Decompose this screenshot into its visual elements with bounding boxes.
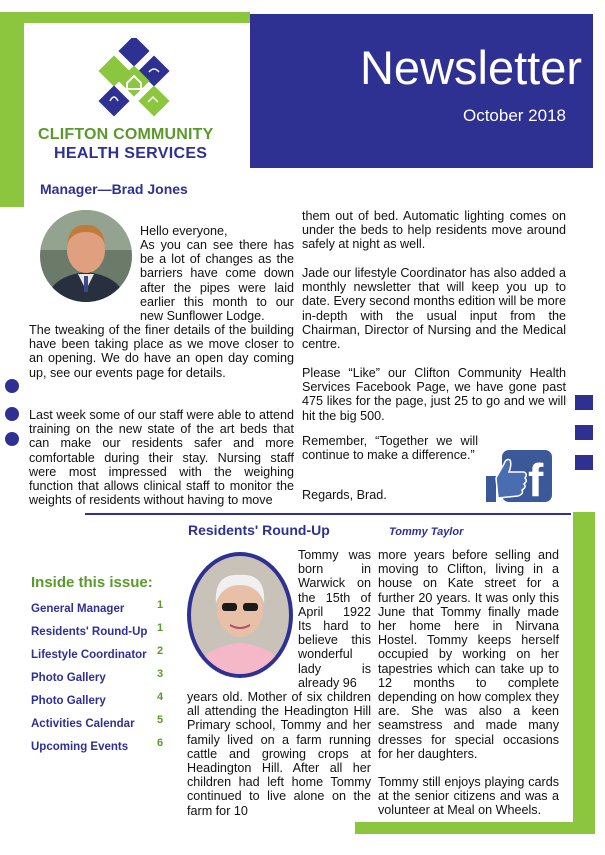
top-green-bar xyxy=(0,12,250,23)
diamond-logo-icon xyxy=(92,38,178,124)
manager-col2-p3: Please “Like” our Clifton Community Health Services Facebook Page, we have gone past 475 likes for the page, just 25 to go and we will hit the big 500. xyxy=(302,366,566,423)
residents-byline: Tommy Taylor xyxy=(389,526,464,538)
bullet-dot xyxy=(5,432,19,446)
toc-item-activities-calendar[interactable]: Activities Calendar 5 xyxy=(31,714,164,730)
bullet-dot xyxy=(5,407,19,421)
residents-heading: Residents' Round-Up xyxy=(188,522,330,538)
toc-item-upcoming-events[interactable]: Upcoming Events 6 xyxy=(31,737,164,753)
logo-line1: CLIFTON COMMUNITY xyxy=(38,126,214,143)
facebook-like-icon[interactable] xyxy=(484,450,554,504)
residents-col2-p1: more years before selling and moving to Clifton, living in a house on Kate street for a further 20 years. It was only this June that Tommy finally made her home here in Nirvana Hostel. Tommy keeps herself occupied by working on her tapestries which can take up to 12 months to complete depending on how complex they are. She was also a keen seamstress and made many dresses for special occasions for her daughters. xyxy=(378,548,559,761)
manager-col2-p2: Jade our lifestyle Coordinator has also added a monthly newsletter that will keep you up to date. Every second months edition will be more in-depth with the usual input from the Chairman, Director of Nursing and the Medical centre. xyxy=(302,266,566,352)
logo-line2: HEALTH SERVICES xyxy=(54,145,208,162)
toc-item-photo-gallery[interactable]: Photo Gallery 4 xyxy=(31,691,164,707)
toc-item-lifestyle-coordinator[interactable]: Lifestyle Coordinator 2 xyxy=(31,645,164,661)
manager-heading: Manager—Brad Jones xyxy=(40,181,188,197)
residents-col1-beside: Tommy was born in Warwick on the 15th of April 1922 Its hard to believe this wonderful lady is already 96 xyxy=(298,548,371,690)
manager-col2-p4: Remember, “Together we will continue to make a difference.” xyxy=(302,434,478,463)
residents-col2-p2: Tommy still enjoys playing cards at the senior citizens and was a volunteer at Meal on Wheels. xyxy=(378,775,559,818)
svg-text:f: f xyxy=(528,454,544,504)
manager-intro-text: Hello everyone, xyxy=(140,224,228,238)
manager-photo xyxy=(40,210,132,302)
side-square xyxy=(575,455,593,470)
newsletter-title: Newsletter xyxy=(359,41,582,94)
bullet-dot xyxy=(5,379,19,393)
newsletter-date: October 2018 xyxy=(462,106,566,125)
left-green-bar xyxy=(0,12,24,207)
residents-col1-rest: years old. Mother of six children all attending the Headington Hill Primary school, Tommy and her family lived on a farm running cattle and growing crops at Headington Hill. After all her children had left home Tommy continued to live alone on the farm for 10 xyxy=(187,690,371,818)
section-divider xyxy=(85,513,571,515)
toc-list xyxy=(31,599,171,760)
side-square xyxy=(575,425,593,440)
resident-photo xyxy=(186,551,294,679)
bottom-green-bar xyxy=(355,822,595,834)
manager-para2: Last week some of our staff were able to attend training on the new state of the art beds that can make our residents safer and more comfortable during their stay. Nursing staff were most impressed with the weighing function that allows clinical staff to monitor the weights of residents without having to move xyxy=(29,408,294,508)
toc-item-residents-round-up[interactable]: Residents' Round-Up 1 xyxy=(31,622,164,638)
toc-item-general-manager[interactable]: General Manager 1 xyxy=(31,599,164,615)
toc-title: Inside this issue: xyxy=(31,574,153,591)
manager-signoff: Regards, Brad. xyxy=(302,488,387,502)
manager-para1-rest: The tweaking of the finer details of the building have been taking place as we move closer to an opening. We do have an open day coming up, see our events page for details. xyxy=(29,323,294,380)
toc-item-photo-gallery[interactable]: Photo Gallery 3 xyxy=(31,668,164,684)
right-green-bar xyxy=(573,512,595,834)
side-square xyxy=(575,395,593,410)
manager-col2-p1: them out of bed. Automatic lighting comes on under the beds to help residents move around safely at night as well. xyxy=(302,209,566,252)
manager-para1-part1: As you can see there has be a lot of changes as the barriers have come down after the pipes were laid earlier this month to our new Sunflower Lodge. xyxy=(140,238,294,324)
